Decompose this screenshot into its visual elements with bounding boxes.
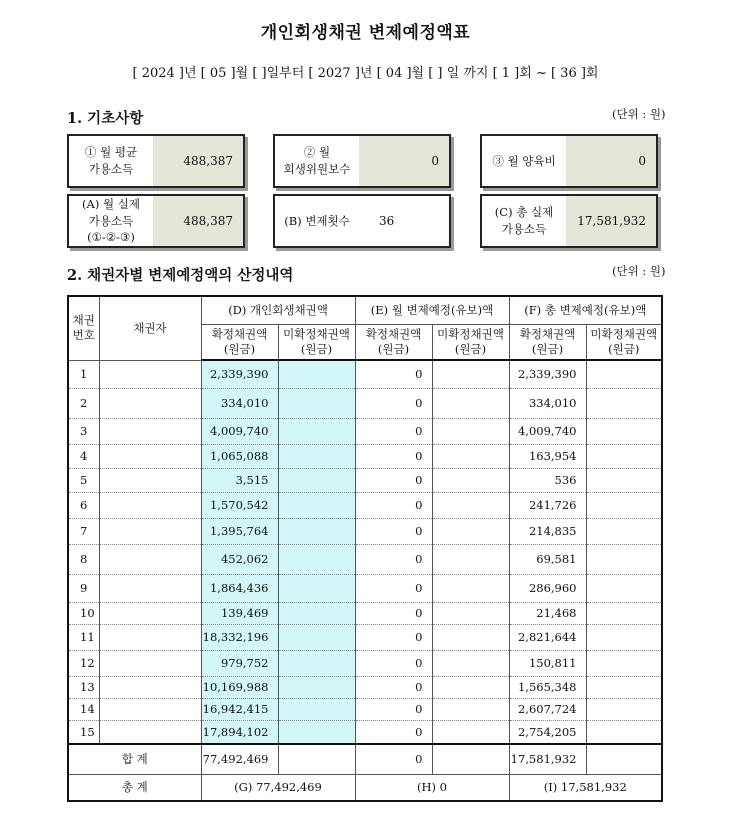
cell-d-unconfirmed	[278, 574, 355, 602]
cell-no: 15	[68, 720, 99, 744]
cell-d-confirmed: 1,864,436	[201, 574, 278, 602]
box-child-support	[480, 134, 658, 188]
header-d-unconfirmed: 미확정채권액 (원금)	[278, 324, 355, 360]
cell-f-confirmed: 2,339,390	[509, 360, 586, 388]
cell-d-confirmed: 1,065,088	[201, 444, 278, 468]
cell-creditor	[99, 544, 201, 574]
table-row	[68, 676, 662, 698]
cell-f-confirmed: 1,565,348	[509, 676, 586, 698]
cell-d-confirmed: 16,942,415	[201, 698, 278, 720]
cell-creditor	[99, 698, 201, 720]
box-value: 36	[359, 196, 449, 246]
section2-unit: (단위 : 원)	[612, 264, 666, 278]
cell-d-unconfirmed	[278, 602, 355, 624]
box-monthly-avg-income	[67, 134, 245, 188]
cell-f-unconfirmed	[586, 676, 662, 698]
cell-d-unconfirmed	[278, 444, 355, 468]
table-row	[68, 698, 662, 720]
sum-f: 17,581,932	[509, 744, 586, 774]
total-row	[68, 774, 662, 801]
cell-creditor	[99, 650, 201, 676]
cell-f-unconfirmed	[586, 650, 662, 676]
box-label: ① 월 평균 가용소득	[84, 145, 138, 176]
cell-creditor	[99, 720, 201, 744]
sum-d: 77,492,469	[201, 744, 278, 774]
cell-e-confirmed: 0	[355, 650, 432, 676]
cell-f-unconfirmed	[586, 360, 662, 388]
header-d-confirmed: 확정채권액 (원금)	[201, 324, 278, 360]
cell-creditor	[99, 492, 201, 518]
cell-f-unconfirmed	[586, 492, 662, 518]
cell-no: 11	[68, 624, 99, 650]
cell-e-unconfirmed	[432, 388, 509, 418]
cell-d-unconfirmed	[278, 418, 355, 444]
cell-f-confirmed: 150,811	[509, 650, 586, 676]
header-e-unconfirmed: 미확정채권액 (원금)	[432, 324, 509, 360]
cell-no: 4	[68, 444, 99, 468]
cell-d-confirmed: 4,009,740	[201, 418, 278, 444]
cell-f-unconfirmed	[586, 698, 662, 720]
cell-creditor	[99, 624, 201, 650]
cell-creditor	[99, 388, 201, 418]
period-line: [ 2024 ]년 [ 05 ]월 [ ]일부터 [ 2027 ]년 [ 04 ]월 [ ] 일 까지 [ 1 ]회 ~ [ 36 ]회	[132, 66, 599, 81]
cell-d-unconfirmed	[278, 468, 355, 492]
cell-e-confirmed: 0	[355, 492, 432, 518]
cell-e-confirmed: 0	[355, 698, 432, 720]
cell-f-unconfirmed	[586, 574, 662, 602]
cell-e-unconfirmed	[432, 602, 509, 624]
cell-d-unconfirmed	[278, 492, 355, 518]
total-g: (G) 77,492,469	[201, 774, 355, 801]
header-f-unconfirmed: 미확정채권액 (원금)	[586, 324, 662, 360]
table-row	[68, 574, 662, 602]
cell-no: 13	[68, 676, 99, 698]
box-label: (B) 변제횟수	[284, 213, 350, 228]
cell-e-unconfirmed	[432, 418, 509, 444]
cell-f-unconfirmed	[586, 518, 662, 544]
cell-e-unconfirmed	[432, 650, 509, 676]
cell-d-unconfirmed	[278, 360, 355, 388]
header-d: (D) 개인회생채권액	[201, 296, 355, 324]
cell-no: 8	[68, 544, 99, 574]
cell-f-confirmed: 241,726	[509, 492, 586, 518]
cell-f-unconfirmed	[586, 624, 662, 650]
total-h: (H) 0	[355, 774, 509, 801]
cell-d-confirmed: 334,010	[201, 388, 278, 418]
cell-e-unconfirmed	[432, 444, 509, 468]
cell-e-unconfirmed	[432, 720, 509, 744]
header-e: (E) 월 변제예정(유보)액	[355, 296, 509, 324]
cell-e-confirmed: 0	[355, 468, 432, 492]
cell-d-unconfirmed	[278, 676, 355, 698]
cell-creditor	[99, 574, 201, 602]
cell-d-unconfirmed	[278, 518, 355, 544]
cell-f-unconfirmed	[586, 418, 662, 444]
sum-e-blank	[432, 744, 509, 774]
cell-no: 3	[68, 418, 99, 444]
box-label: (A) 월 실제 가용소득 (①-②-③)	[82, 197, 140, 245]
box-value: 488,387	[153, 136, 243, 186]
cell-no: 6	[68, 492, 99, 518]
sum-d-blank	[278, 744, 355, 774]
cell-d-unconfirmed	[278, 388, 355, 418]
cell-no: 7	[68, 518, 99, 544]
cell-no: 14	[68, 698, 99, 720]
box-label: (C) 총 실제 가용소득	[494, 205, 554, 236]
cell-e-confirmed: 0	[355, 388, 432, 418]
cell-e-confirmed: 0	[355, 518, 432, 544]
table-row	[68, 650, 662, 676]
box-label: ② 월 회생위원보수	[283, 145, 351, 176]
cell-d-confirmed: 10,169,988	[201, 676, 278, 698]
cell-e-unconfirmed	[432, 676, 509, 698]
cell-d-confirmed: 1,570,542	[201, 492, 278, 518]
cell-e-confirmed: 0	[355, 574, 432, 602]
cell-f-confirmed: 2,607,724	[509, 698, 586, 720]
table-row	[68, 602, 662, 624]
cell-no: 10	[68, 602, 99, 624]
cell-f-confirmed: 163,954	[509, 444, 586, 468]
table-row	[68, 518, 662, 544]
cell-f-unconfirmed	[586, 544, 662, 574]
cell-d-confirmed: 18,332,196	[201, 624, 278, 650]
table-row	[68, 468, 662, 492]
cell-f-confirmed: 286,960	[509, 574, 586, 602]
sum-f-blank	[586, 744, 662, 774]
cell-d-confirmed: 452,062	[201, 544, 278, 574]
cell-f-confirmed: 536	[509, 468, 586, 492]
cell-e-unconfirmed	[432, 492, 509, 518]
cell-d-confirmed: 1,395,764	[201, 518, 278, 544]
cell-d-confirmed: 979,752	[201, 650, 278, 676]
cell-d-unconfirmed	[278, 624, 355, 650]
cell-e-unconfirmed	[432, 360, 509, 388]
page-title: 개인회생채권 변제예정액표	[260, 23, 471, 43]
sum-row	[68, 744, 662, 774]
section2-heading: 2. 채권자별 변제예정액의 산정내역	[67, 267, 294, 284]
header-e-confirmed: 확정채권액 (원금)	[355, 324, 432, 360]
cell-e-confirmed: 0	[355, 676, 432, 698]
cell-e-confirmed: 0	[355, 360, 432, 388]
cell-f-confirmed: 4,009,740	[509, 418, 586, 444]
cell-f-confirmed: 2,754,205	[509, 720, 586, 744]
cell-f-unconfirmed	[586, 388, 662, 418]
cell-no: 1	[68, 360, 99, 388]
table-row	[68, 388, 662, 418]
cell-no: 9	[68, 574, 99, 602]
cell-d-unconfirmed	[278, 720, 355, 744]
cell-d-unconfirmed	[278, 544, 355, 574]
cell-e-unconfirmed	[432, 468, 509, 492]
cell-creditor	[99, 418, 201, 444]
box-value: 0	[359, 136, 449, 186]
cell-no: 5	[68, 468, 99, 492]
section1-unit: (단위 : 원)	[612, 107, 666, 121]
box-actual-income-a	[67, 194, 245, 248]
box-value: 488,387	[153, 196, 243, 246]
cell-f-confirmed: 2,821,644	[509, 624, 586, 650]
cell-f-unconfirmed	[586, 720, 662, 744]
cell-e-confirmed: 0	[355, 444, 432, 468]
total-label: 총 계	[68, 774, 201, 801]
table-row	[68, 720, 662, 744]
cell-e-confirmed: 0	[355, 602, 432, 624]
cell-f-confirmed: 334,010	[509, 388, 586, 418]
table-row	[68, 624, 662, 650]
cell-creditor	[99, 468, 201, 492]
cell-f-unconfirmed	[586, 468, 662, 492]
table-row	[68, 444, 662, 468]
header-creditor: 채권자	[99, 296, 201, 360]
table-row	[68, 492, 662, 518]
cell-f-unconfirmed	[586, 602, 662, 624]
header-f-confirmed: 확정채권액 (원금)	[509, 324, 586, 360]
cell-d-unconfirmed	[278, 698, 355, 720]
cell-e-confirmed: 0	[355, 544, 432, 574]
box-repayment-count-b	[273, 194, 451, 248]
cell-no: 12	[68, 650, 99, 676]
cell-creditor	[99, 676, 201, 698]
total-i: (I) 17,581,932	[509, 774, 662, 801]
box-value: 0	[566, 136, 656, 186]
cell-e-unconfirmed	[432, 698, 509, 720]
header-no: 채권 번호	[68, 296, 99, 360]
cell-e-unconfirmed	[432, 518, 509, 544]
cell-e-confirmed: 0	[355, 624, 432, 650]
sum-label: 합 계	[68, 744, 201, 774]
cell-d-confirmed: 2,339,390	[201, 360, 278, 388]
box-total-income-c	[480, 194, 658, 248]
repayment-table	[67, 295, 663, 802]
cell-d-confirmed: 139,469	[201, 602, 278, 624]
cell-creditor	[99, 360, 201, 388]
cell-f-confirmed: 21,468	[509, 602, 586, 624]
header-f: (F) 총 변제예정(유보)액	[509, 296, 662, 324]
box-value: 17,581,932	[566, 196, 656, 246]
cell-no: 2	[68, 388, 99, 418]
box-label: ③ 월 양육비	[492, 153, 556, 168]
cell-f-unconfirmed	[586, 444, 662, 468]
cell-d-confirmed: 17,894,102	[201, 720, 278, 744]
box-committee-fee	[273, 134, 451, 188]
cell-creditor	[99, 518, 201, 544]
cell-f-confirmed: 214,835	[509, 518, 586, 544]
cell-e-confirmed: 0	[355, 418, 432, 444]
cell-d-confirmed: 3,515	[201, 468, 278, 492]
cell-e-confirmed: 0	[355, 720, 432, 744]
cell-creditor	[99, 444, 201, 468]
cell-e-unconfirmed	[432, 574, 509, 602]
cell-creditor	[99, 602, 201, 624]
table-row	[68, 544, 662, 574]
section1-heading: 1. 기초사항	[67, 110, 144, 127]
cell-e-unconfirmed	[432, 624, 509, 650]
cell-d-unconfirmed	[278, 650, 355, 676]
cell-f-confirmed: 69,581	[509, 544, 586, 574]
table-row	[68, 360, 662, 388]
sum-e: 0	[355, 744, 432, 774]
cell-e-unconfirmed	[432, 544, 509, 574]
table-row	[68, 418, 662, 444]
